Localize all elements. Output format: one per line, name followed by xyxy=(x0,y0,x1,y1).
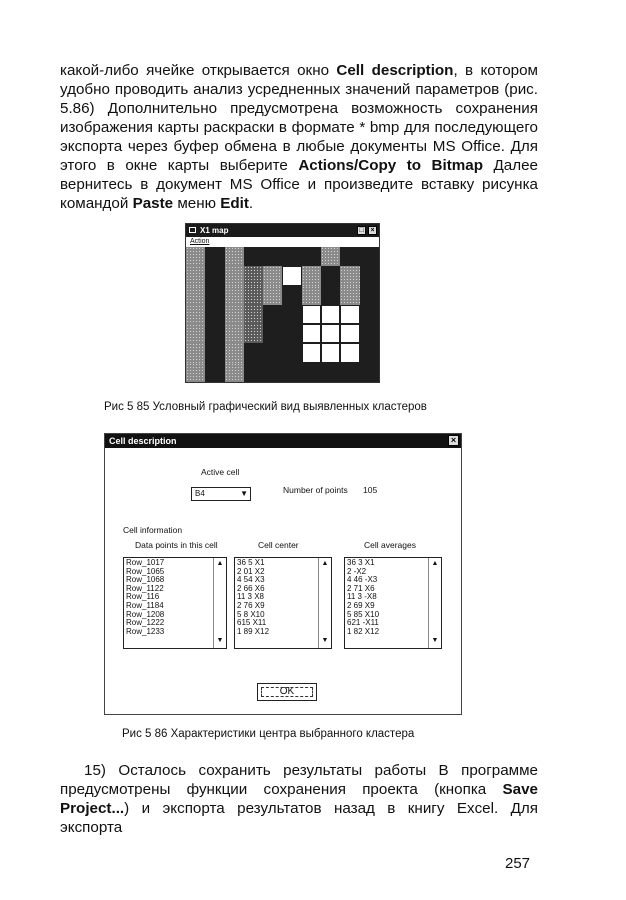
cell-center-list[interactable] xyxy=(234,557,332,649)
map-cell[interactable] xyxy=(244,266,263,285)
active-cell-value: B4 xyxy=(195,489,205,498)
map-cell[interactable] xyxy=(225,266,244,285)
para1-run: , в котором удобно проводить анализ усредненных значений параметров (рис. 5.86) Дополнительно предусмотрена возможность сохранения изображения карты раскраски в формате * bmp для последующего экспорта через буфер обмена в любые документы MS Office. Для этого в окне карты выберите xyxy=(60,62,538,174)
map-cell[interactable] xyxy=(205,324,224,343)
list-item[interactable]: 36 5 X1 xyxy=(237,558,265,567)
map-cell[interactable] xyxy=(282,305,301,324)
map-cell[interactable] xyxy=(282,266,301,285)
map-cell[interactable] xyxy=(302,343,321,362)
map-cell[interactable] xyxy=(282,343,301,362)
cluster-map-window xyxy=(185,223,380,383)
focus-rect xyxy=(261,687,313,697)
map-cell[interactable] xyxy=(263,266,282,285)
restore-button[interactable]: □ xyxy=(357,226,366,235)
list-item[interactable]: 615 X11 xyxy=(237,618,267,628)
map-cell[interactable] xyxy=(263,286,282,305)
number-of-points-value: 105 xyxy=(363,485,378,495)
map-cell[interactable] xyxy=(340,266,359,285)
dialog-title-bar xyxy=(105,434,461,448)
dialog-close-button[interactable]: × xyxy=(448,435,459,446)
map-cell[interactable] xyxy=(360,324,379,343)
list-item[interactable]: Row_1122 xyxy=(126,583,164,593)
list-item[interactable]: 2 -X2 xyxy=(347,566,367,576)
page-number: 257 xyxy=(505,855,531,872)
map-cell[interactable] xyxy=(282,363,301,382)
list-item[interactable]: Row_1017 xyxy=(126,558,165,567)
map-cell[interactable] xyxy=(340,286,359,305)
paragraph-step-15 xyxy=(60,761,538,837)
list-item[interactable]: Row_116 xyxy=(126,592,160,602)
map-cell[interactable] xyxy=(321,343,340,362)
para1-run: . xyxy=(248,195,254,212)
map-cell[interactable] xyxy=(302,305,321,324)
map-cell[interactable] xyxy=(302,324,321,343)
list-item[interactable]: 11 3 X8 xyxy=(237,592,264,602)
map-cell[interactable] xyxy=(321,247,340,266)
window-icon xyxy=(189,227,196,233)
map-cell[interactable] xyxy=(263,247,282,266)
arrow-up-icon[interactable]: ▲ xyxy=(216,560,224,567)
list-item[interactable]: 11 3 -X8 xyxy=(347,592,377,602)
map-cell[interactable] xyxy=(321,305,340,324)
map-cell[interactable] xyxy=(321,324,340,343)
map-cell[interactable] xyxy=(225,305,244,324)
scrollbar[interactable] xyxy=(213,558,226,648)
map-cell[interactable] xyxy=(321,286,340,305)
map-cell[interactable] xyxy=(282,286,301,305)
list-item[interactable]: 5 85 X10 xyxy=(347,609,380,619)
data-points-header: Data points in this cell xyxy=(135,540,218,550)
map-cell[interactable] xyxy=(340,247,359,266)
map-title: X1 map xyxy=(200,226,229,235)
map-cell[interactable] xyxy=(282,247,301,266)
map-cell[interactable] xyxy=(302,247,321,266)
cell-center-header: Cell center xyxy=(258,540,299,550)
map-cell[interactable] xyxy=(321,363,340,382)
map-cell[interactable] xyxy=(244,324,263,343)
map-cell[interactable] xyxy=(263,305,282,324)
paragraph-intro xyxy=(60,61,538,213)
list-item[interactable]: 4 46 -X3 xyxy=(347,575,378,585)
list-item[interactable]: Row_1068 xyxy=(126,575,165,585)
map-cell[interactable] xyxy=(205,286,224,305)
map-cell[interactable] xyxy=(205,363,224,382)
list-item[interactable]: 2 76 X9 xyxy=(237,600,265,610)
para1-run: Cell description xyxy=(336,62,454,79)
map-cell[interactable] xyxy=(244,286,263,305)
arrow-down-icon[interactable]: ▼ xyxy=(321,637,329,645)
scrollbar[interactable] xyxy=(428,558,441,648)
arrow-down-icon[interactable]: ▼ xyxy=(431,637,439,645)
map-cell[interactable] xyxy=(340,363,359,382)
para1-run: какой-либо ячейке открывается окно xyxy=(60,62,337,79)
para1-run: Paste xyxy=(132,195,174,212)
map-cell[interactable] xyxy=(244,247,263,266)
map-cell[interactable] xyxy=(263,324,282,343)
map-cell[interactable] xyxy=(186,266,205,285)
map-cell[interactable] xyxy=(225,324,244,343)
map-cell[interactable] xyxy=(340,305,359,324)
data-points-list[interactable] xyxy=(123,557,227,649)
map-cell[interactable] xyxy=(186,247,205,266)
para1-run: меню xyxy=(173,195,221,212)
map-cell[interactable] xyxy=(360,363,379,382)
map-cell[interactable] xyxy=(360,305,379,324)
list-item[interactable]: 36 3 X1 xyxy=(347,558,375,567)
list-item[interactable]: Row_1184 xyxy=(126,600,164,610)
para2-run: Save Project... xyxy=(60,781,538,817)
map-title-bar xyxy=(186,224,379,237)
arrow-down-icon[interactable]: ▼ xyxy=(216,637,224,645)
dialog-title: Cell description xyxy=(109,436,177,446)
list-item[interactable]: 1 82 X12 xyxy=(347,626,380,636)
list-item[interactable]: Row_1222 xyxy=(126,618,165,628)
map-cell[interactable] xyxy=(263,343,282,362)
list-item[interactable]: 621 -X11 xyxy=(347,618,379,628)
list-item[interactable]: 1 89 X12 xyxy=(237,626,270,636)
map-cell[interactable] xyxy=(205,247,224,266)
para1-run: Edit xyxy=(220,195,249,212)
map-cell[interactable] xyxy=(205,343,224,362)
map-cell[interactable] xyxy=(360,266,379,285)
list-item[interactable]: 2 71 X6 xyxy=(347,583,375,593)
chevron-down-icon[interactable]: ▼ xyxy=(240,489,248,498)
scrollbar[interactable] xyxy=(318,558,331,648)
map-cell[interactable] xyxy=(340,343,359,362)
caption-fig-5-86: Рис 5 86 Характеристики центра выбранного кластера xyxy=(122,728,415,740)
map-cell[interactable] xyxy=(321,266,340,285)
map-cell[interactable] xyxy=(244,363,263,382)
close-button[interactable]: × xyxy=(368,226,377,235)
map-cell[interactable] xyxy=(244,305,263,324)
map-cell[interactable] xyxy=(225,343,244,362)
cell-averages-header: Cell averages xyxy=(364,540,416,550)
para2-run: 15) Осталось сохранить результаты работы В программе предусмотрены функции сохранения проекта (кнопка xyxy=(60,762,538,798)
map-cell[interactable] xyxy=(360,286,379,305)
list-item[interactable]: 5 8 X10 xyxy=(237,609,265,619)
list-item[interactable]: Row_1233 xyxy=(126,626,165,636)
map-cell[interactable] xyxy=(225,286,244,305)
list-item[interactable]: Row_1065 xyxy=(126,566,165,576)
cluster-map-grid[interactable] xyxy=(186,247,379,382)
cell-description-dialog xyxy=(104,433,462,715)
map-cell[interactable] xyxy=(186,324,205,343)
para1-run: Далее вернитесь в документ MS Office и произведите вставку рисунка командой xyxy=(60,157,538,212)
map-cell[interactable] xyxy=(186,343,205,362)
para2-run: ) и экспорта результатов назад в книгу Excel. Для экспорта xyxy=(60,800,538,836)
caption-fig-5-85: Рис 5 85 Условный графический вид выявленных кластеров xyxy=(104,401,427,413)
map-cell[interactable] xyxy=(282,324,301,343)
map-cell[interactable] xyxy=(205,305,224,324)
map-cell[interactable] xyxy=(302,286,321,305)
active-cell-select[interactable] xyxy=(191,487,251,501)
list-item[interactable]: 4 54 X3 xyxy=(237,575,265,585)
number-of-points-label: Number of points xyxy=(283,485,348,495)
map-cell[interactable] xyxy=(186,363,205,382)
arrow-up-icon[interactable]: ▲ xyxy=(431,560,439,567)
map-cell[interactable] xyxy=(186,305,205,324)
arrow-up-icon[interactable]: ▲ xyxy=(321,560,329,567)
cell-information-label: Cell information xyxy=(123,525,183,535)
map-cell[interactable] xyxy=(302,266,321,285)
active-cell-label: Active cell xyxy=(201,467,240,477)
cell-averages-list[interactable] xyxy=(344,557,442,649)
map-cell[interactable] xyxy=(244,343,263,362)
map-cell[interactable] xyxy=(360,247,379,266)
ok-button[interactable] xyxy=(257,683,317,701)
map-cell[interactable] xyxy=(360,343,379,362)
map-cell[interactable] xyxy=(225,247,244,266)
map-cell[interactable] xyxy=(186,286,205,305)
ok-label: OK xyxy=(279,686,295,697)
list-item[interactable]: 2 66 X6 xyxy=(237,583,265,593)
list-item[interactable]: 2 01 X2 xyxy=(237,566,265,576)
map-cell[interactable] xyxy=(302,363,321,382)
list-item[interactable]: Row_1208 xyxy=(126,609,165,619)
map-cell[interactable] xyxy=(205,266,224,285)
map-cell[interactable] xyxy=(340,324,359,343)
map-cell[interactable] xyxy=(263,363,282,382)
para1-run: Actions/Copy to Bitmap xyxy=(298,157,483,174)
map-cell[interactable] xyxy=(225,363,244,382)
list-item[interactable]: 2 69 X9 xyxy=(347,600,375,610)
menu-actions[interactable]: Action xyxy=(190,238,210,245)
